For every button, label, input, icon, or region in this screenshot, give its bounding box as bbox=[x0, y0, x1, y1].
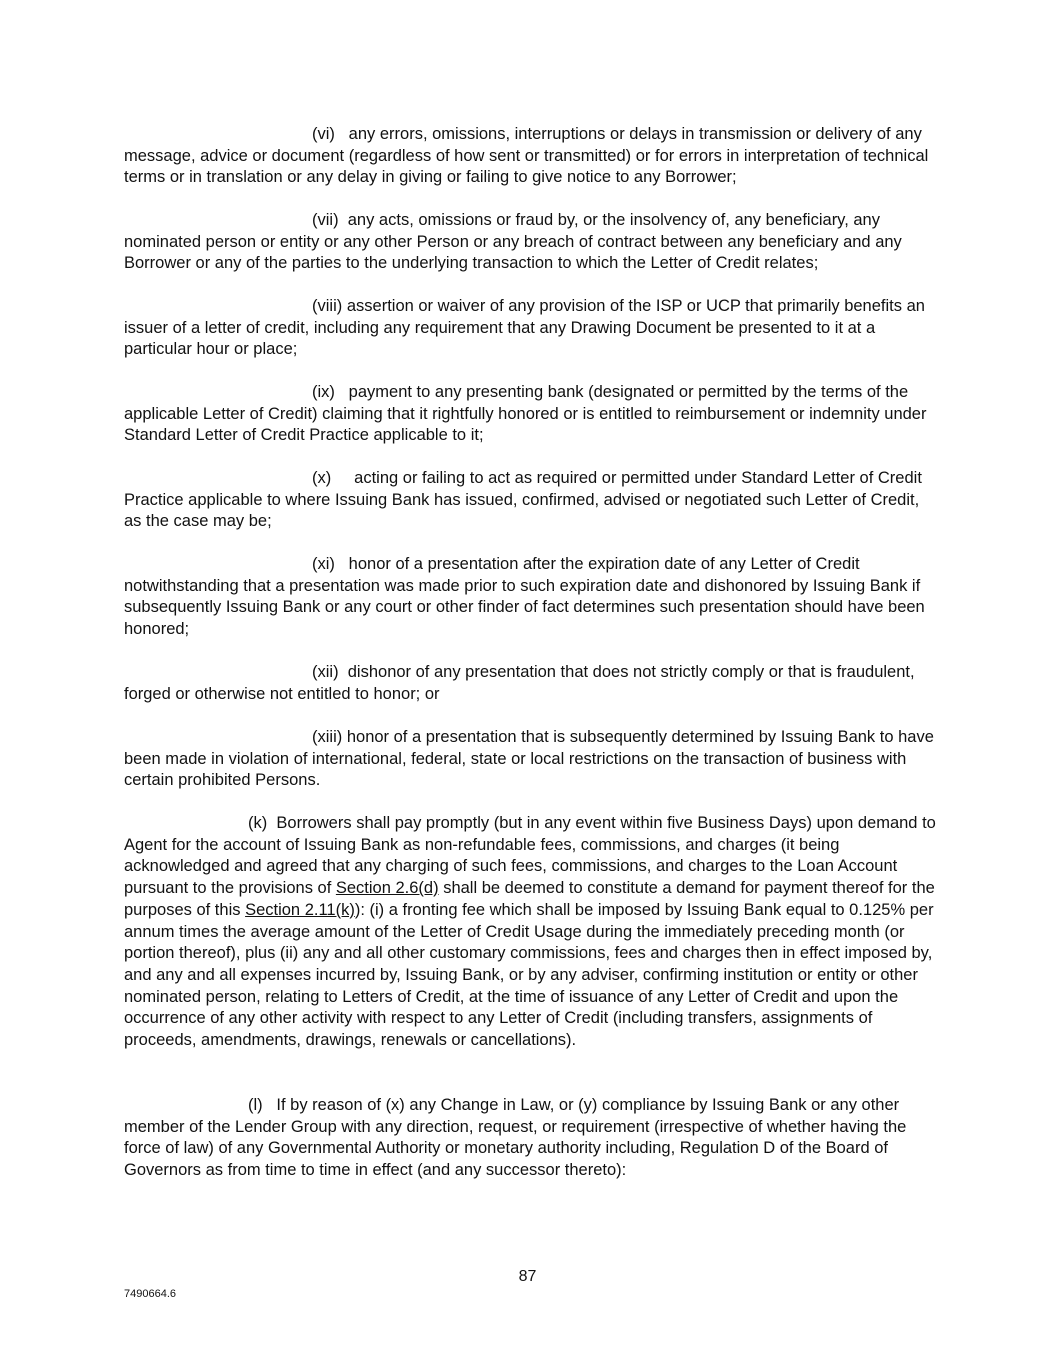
clause-text: payment to any presenting bank (designated or permitted by the terms of the applicable Letter of Credit) claiming that it rightfully honored or is entitled to reimbursement or indemnity under Standard Letter of Credit Practice applicable to it; bbox=[124, 383, 927, 445]
clause-text: ): (i) a fronting fee which shall be imposed by Issuing Bank equal to 0.125% per annum times the average amount of the Letter of Credit Usage during the immediately preceding month (or portion thereof), plus (ii) any and all other customary commissions, fees and charges then in effect imposed by, and any and all expenses incurred by, Issuing Bank, or by any adviser, confirming institution or entity or other nominated person, relating to Letters of Credit, at the time of issuance of any Letter of Credit and upon the occurrence of any other activity with respect to any Letter of Credit (including transfers, assignments of proceeds, amendments, drawings, renewals or cancellations). bbox=[124, 900, 934, 1050]
clause-l bbox=[124, 1095, 936, 1182]
clause-label: (xiii) bbox=[312, 728, 343, 746]
clause-label: (viii) bbox=[312, 297, 343, 315]
clause-text: assertion or waiver of any provision of the ISP or UCP that primarily benefits an issuer of a letter of credit, including any requirement that any Drawing Document be presented to it at a particular hour or place; bbox=[124, 297, 925, 359]
clause-text: Borrowers shall pay promptly (but in any event within five Business Days) upon demand to Agent for the account of Issuing Bank as non-refundable fees, commissions, and charges (it being acknowledged and agreed that any charging of such fees, commissions, and charges to the Loan Account pursuant to the provisions of bbox=[124, 814, 936, 898]
clause-vi bbox=[124, 124, 936, 189]
section-reference-link: Section 2.6(d) bbox=[335, 879, 439, 898]
clause-text: If by reason of (x) any Change in Law, or (y) compliance by Issuing Bank or any other member of the Lender Group with any direction, request, or requirement (irrespective of whether having the force of law) of any Governmental Authority or monetary authority including, Regulation D of the Board of Governors as from time to time in effect (and any successor thereto): bbox=[124, 1096, 907, 1180]
clause-text: honor of a presentation after the expiration date of any Letter of Credit notwithstanding that a presentation was made prior to such expiration date and dishonored by Issuing Bank if subsequently Issuing Bank or any court or other finder of fact determines such presentation should have been honored; bbox=[124, 555, 925, 639]
document-id: 7490664.6 bbox=[124, 1288, 176, 1300]
page-number: 87 bbox=[518, 1268, 537, 1285]
clause-x bbox=[124, 468, 936, 533]
clause-text: any errors, omissions, interruptions or delays in transmission or delivery of any message, advice or document (regardless of how sent or transmitted) or for errors in interpretation of technical terms or in translation or any delay in giving or failing to give notice to any Borrower; bbox=[124, 125, 929, 187]
clause-label: (xi) bbox=[312, 555, 335, 573]
clause-label: (l) bbox=[248, 1096, 263, 1114]
clause-ix bbox=[124, 382, 936, 447]
clause-label: (vii) bbox=[312, 211, 339, 229]
clause-label: (x) bbox=[312, 469, 332, 487]
clause-label: (k) bbox=[248, 814, 268, 832]
clause-text: any acts, omissions or fraud by, or the insolvency of, any beneficiary, any nominated person or entity or any other Person or any breach of contract between any beneficiary and any Borrower or any of the parties to the underlying transaction to which the Letter of Credit relates; bbox=[124, 211, 902, 273]
clause-k bbox=[124, 813, 936, 1052]
clause-xii bbox=[124, 662, 936, 705]
clause-label: (ix) bbox=[312, 383, 335, 401]
clause-xiii bbox=[124, 727, 936, 792]
clause-text: honor of a presentation that is subsequently determined by Issuing Bank to have been made in violation of international, federal, state or local restrictions on the transaction of business with certain prohibited Persons. bbox=[124, 728, 934, 790]
section-reference-link: Section 2.11(k) bbox=[245, 900, 355, 919]
clause-text: shall be deemed to constitute a demand for payment thereof for the purposes of this bbox=[124, 879, 935, 919]
clause-vii bbox=[124, 210, 936, 275]
clause-label: (xii) bbox=[312, 663, 339, 681]
clause-label: (vi) bbox=[312, 125, 335, 143]
clause-text: acting or failing to act as required or permitted under Standard Letter of Credit Practice applicable to where Issuing Bank has issued, confirmed, advised or negotiated such Letter of Credit, as the case may be; bbox=[124, 469, 922, 531]
clause-viii bbox=[124, 296, 936, 361]
clause-text: dishonor of any presentation that does not strictly comply or that is fraudulent, forged or otherwise not entitled to honor; or bbox=[124, 663, 915, 703]
clause-xi bbox=[124, 554, 936, 641]
